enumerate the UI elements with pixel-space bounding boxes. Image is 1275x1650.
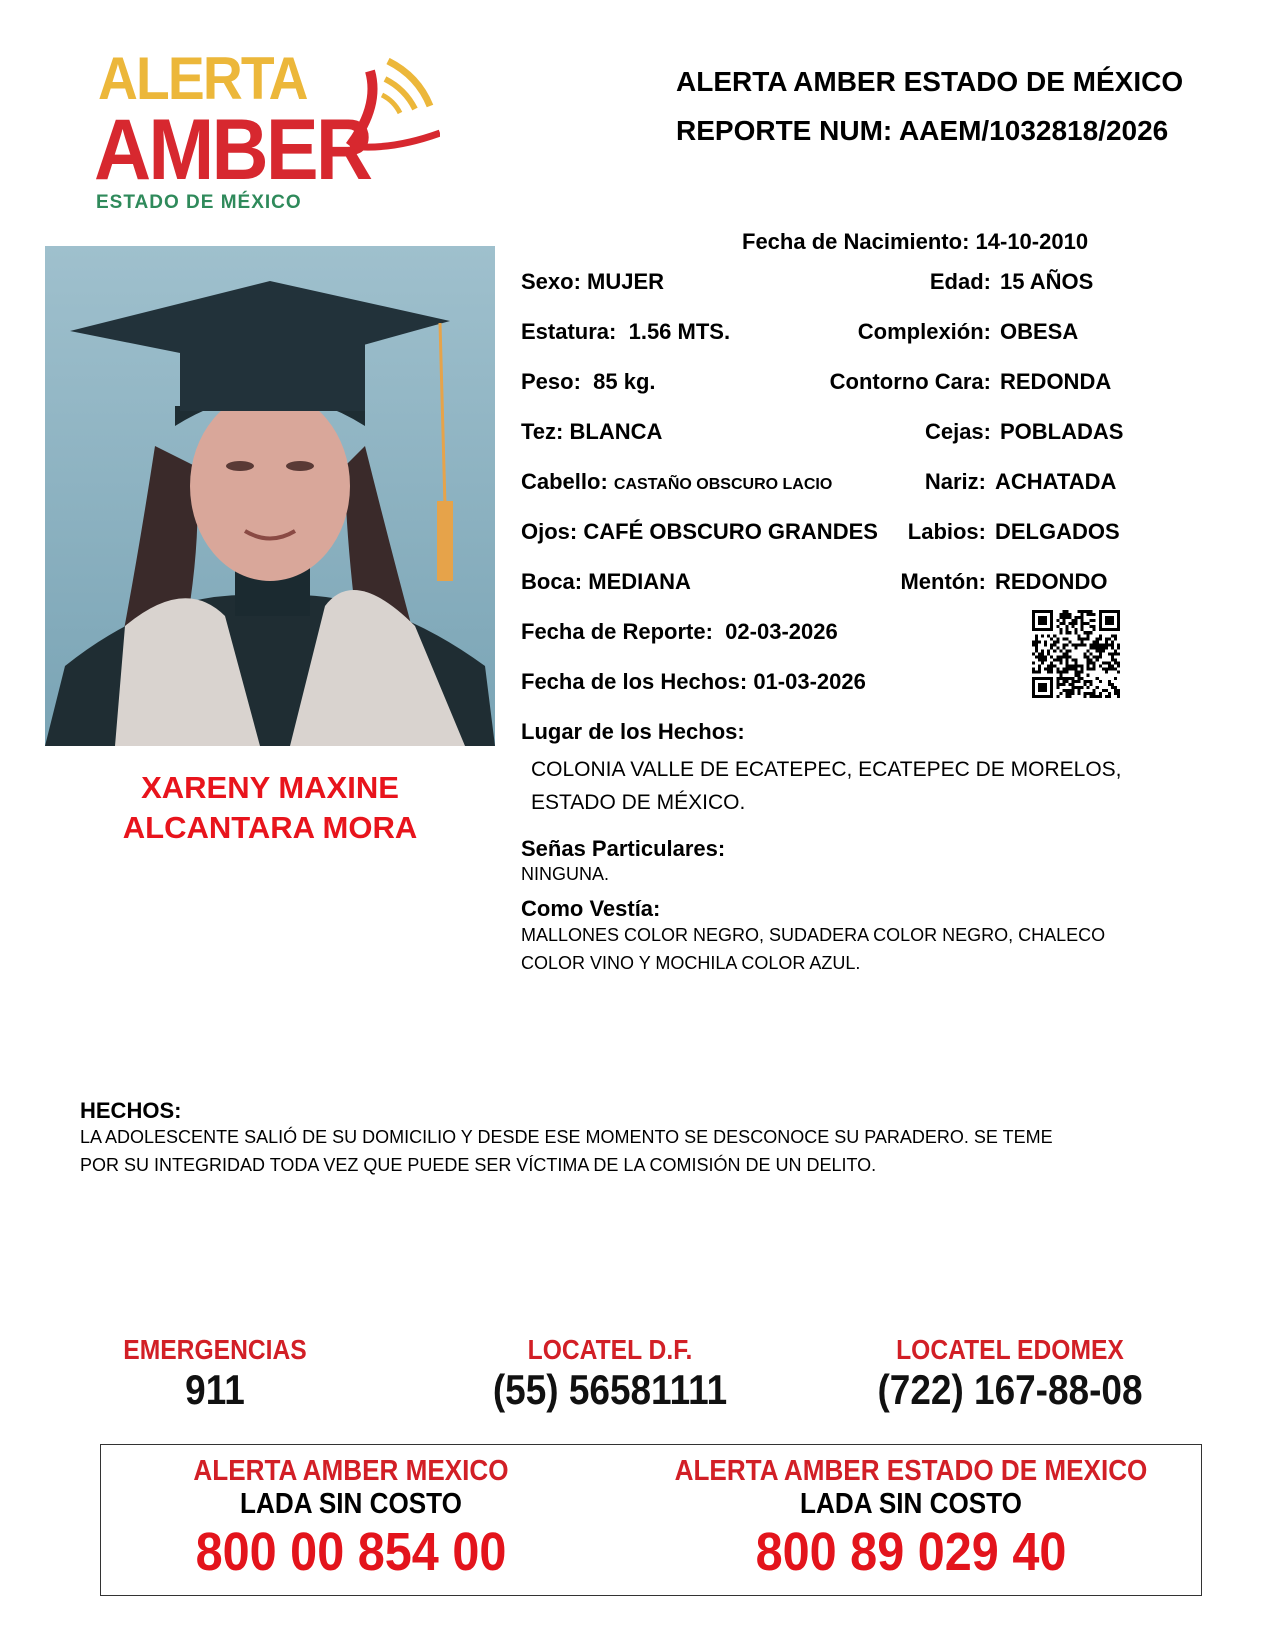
person-portrait-icon [45, 246, 495, 746]
toll-free-sub: LADA SIN COSTO [240, 1488, 462, 1520]
skin-value: BLANCA [569, 419, 663, 444]
chin-label: Mentón: [900, 569, 986, 594]
signal-waves-icon [330, 51, 440, 161]
lips-value: DELGADOS [995, 519, 1120, 544]
chin-value: REDONDO [995, 569, 1108, 594]
contact-number[interactable]: (55) 56581111 [492, 1366, 728, 1413]
incident-date-row [521, 669, 866, 695]
logo-amber-text: AMBER [94, 102, 371, 198]
location-line2: ESTADO DE MÉXICO. [531, 791, 746, 814]
height-value: 1.56 MTS. [628, 319, 731, 344]
toll-free-amber-edomex [621, 1455, 1201, 1583]
contact-locatel-edomex [820, 1334, 1200, 1414]
contact-label: LOCATEL D.F. [527, 1334, 693, 1365]
missing-person-photo [45, 246, 495, 746]
clothing-label: Como Vestía: [521, 896, 661, 921]
build-label: Complexión: [857, 319, 991, 344]
birth-date-label: Fecha de Nacimiento: [742, 229, 970, 254]
toll-free-number[interactable]: 800 00 854 00 [195, 1522, 507, 1582]
age-label: Edad: [929, 269, 991, 294]
logo-alerta-text: ALERTA [98, 45, 307, 112]
weight-row [521, 369, 656, 395]
nose-label: Nariz: [924, 469, 986, 494]
mouth-row [521, 569, 691, 595]
lips-label: Labios: [907, 519, 986, 544]
contact-locatel-df [420, 1334, 800, 1414]
contact-number[interactable]: (722) 167-88-08 [877, 1366, 1143, 1413]
location-line1: COLONIA VALLE DE ECATEPEC, ECATEPEC DE MORELOS, [531, 758, 1122, 781]
person-name-last: ALCANTARA MORA [122, 810, 418, 845]
height-label: Estatura: [521, 319, 617, 344]
report-date-value: 02-03-2026 [725, 619, 838, 644]
contact-emergencies [85, 1334, 345, 1414]
toll-free-sub: LADA SIN COSTO [800, 1488, 1022, 1520]
toll-free-label: ALERTA AMBER ESTADO DE MEXICO [674, 1455, 1148, 1487]
nose-value: ACHATADA [995, 469, 1117, 494]
incident-date-label: Fecha de los Hechos: [521, 669, 748, 694]
report-date-label: Fecha de Reporte: [521, 619, 713, 644]
mouth-value: MEDIANA [588, 569, 691, 594]
face-value: REDONDA [1000, 369, 1112, 394]
qr-code-icon[interactable] [1032, 610, 1120, 698]
sex-row [521, 269, 664, 295]
sex-label: Sexo: [521, 269, 581, 294]
marks-value: NINGUNA. [521, 864, 610, 884]
weight-value: 85 kg. [593, 369, 656, 394]
skin-row [521, 419, 662, 445]
contact-label: EMERGENCIAS [123, 1334, 307, 1365]
report-date-row [521, 619, 838, 645]
birth-date-value: 14-10-2010 [975, 229, 1089, 254]
facts-label: HECHOS: [80, 1098, 182, 1123]
report-number: REPORTE NUM: AAEM/1032818/2026 [676, 115, 1169, 146]
toll-free-label: ALERTA AMBER MEXICO [193, 1455, 509, 1487]
face-label: Contorno Cara: [829, 369, 991, 394]
weight-label: Peso: [521, 369, 581, 394]
eyes-label: Ojos: [521, 519, 578, 544]
facts-line2: POR SU INTEGRIDAD TODA VEZ QUE PUEDE SER VÍCTIMA DE LA COMISIÓN DE UN DELITO. [80, 1155, 877, 1175]
age-value: 15 AÑOS [1000, 269, 1094, 294]
sex-value: MUJER [587, 269, 665, 294]
logo-estado-text: ESTADO DE MÉXICO [96, 192, 302, 213]
clothing-line2: COLOR VINO Y MOCHILA COLOR AZUL. [521, 953, 861, 973]
skin-label: Tez: [521, 419, 564, 444]
contact-label: LOCATEL EDOMEX [896, 1334, 1124, 1365]
person-name-first: XARENY MAXINE [141, 770, 399, 805]
incident-date-value: 01-03-2026 [753, 669, 866, 694]
toll-free-amber-mexico [141, 1455, 561, 1583]
hair-value: CASTAÑO OBSCURO LACIO [613, 476, 833, 493]
location-label: Lugar de los Hechos: [521, 719, 745, 744]
contact-number[interactable]: 911 [185, 1366, 245, 1413]
eyebrows-label: Cejas: [924, 419, 991, 444]
clothing-line1: MALLONES COLOR NEGRO, SUDADERA COLOR NEGRO, CHALECO [521, 925, 1106, 945]
build-value: OBESA [1000, 319, 1079, 344]
eyebrows-value: POBLADAS [1000, 419, 1124, 444]
birth-date-row [742, 229, 1088, 255]
toll-free-number[interactable]: 800 89 029 40 [755, 1522, 1067, 1582]
hair-label: Cabello: [521, 469, 608, 494]
facts-body [80, 1123, 1200, 1179]
eyes-value: CAFÉ OBSCURO GRANDES [583, 519, 878, 544]
facts-line1: LA ADOLESCENTE SALIÓ DE SU DOMICILIO Y DESDE ESE MOMENTO SE DESCONOCE SU PARADERO. SE TEME [80, 1127, 1053, 1147]
toll-free-box [100, 1444, 1202, 1596]
marks-label: Señas Particulares: [521, 836, 726, 861]
alert-title: ALERTA AMBER ESTADO DE MÉXICO [676, 66, 1184, 97]
mouth-label: Boca: [521, 569, 583, 594]
alerta-amber-logo [90, 45, 430, 215]
